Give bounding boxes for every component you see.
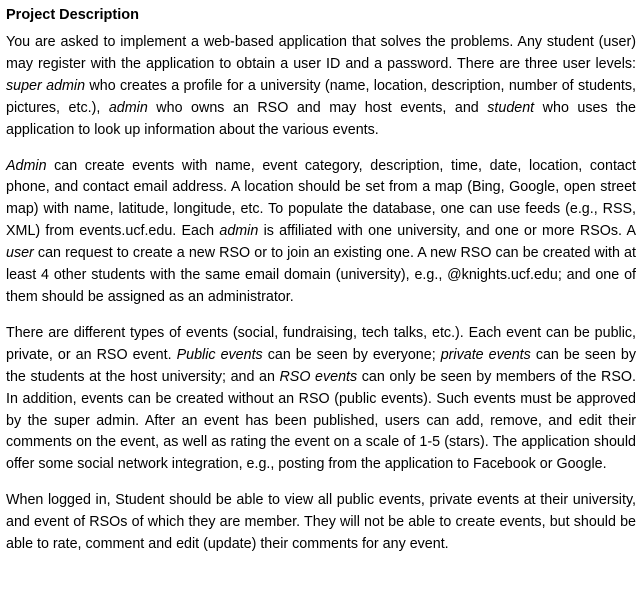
paragraph-student-login xyxy=(6,490,636,556)
text-run: who uses the application to look up information about the various events. xyxy=(6,99,636,138)
text-run: who creates a profile for a university (name, location, description, number of students, pictures, etc.), xyxy=(6,77,636,116)
text-run: who owns an RSO and may host events, and xyxy=(147,99,488,116)
text-run: can be seen by the students at the host university; and an xyxy=(6,346,636,385)
italic-term: Admin xyxy=(6,157,47,174)
text-run: can only be seen by members of the RSO. In addition, events can be created without an RSO (public events). Such events must be approved by the super admin. After an event has been published, users can add, remove, and edit their comments on the event, as well as rating the event on a scale of 1-5 (stars). The application should offer some social network integration, e.g., posting from the application to Facebook or Google. xyxy=(6,368,636,473)
paragraph-admin-events xyxy=(6,156,636,309)
document xyxy=(6,4,636,570)
text-run: can create events with name, event category, description, time, date, location, contact phone, and contact email address. A location should be set from a map (Bing, Google, open street map) with name, latitude, longitude, etc. To populate the database, one can use feeds (e.g., RSS, XML) from events.ucf.edu. Each xyxy=(6,157,636,240)
italic-term: student xyxy=(487,99,535,116)
text-run: There are different types of events (social, fundraising, tech talks, etc.). Each event can be public, private, or an RSO event. xyxy=(6,324,636,363)
italic-term: admin xyxy=(219,223,259,240)
text-run: can be seen by everyone; xyxy=(262,346,441,363)
italic-term: admin xyxy=(108,99,148,116)
text-run: When logged in, Student should be able to view all public events, private events at their university, and event of RSOs of which they are member. They will not be able to create events, but should be able to rate, comment and edit (update) their comments for any event. xyxy=(6,492,636,553)
text-run: can request to create a new RSO or to join an existing one. A new RSO can be created with at least 4 other students with the same email domain (university), e.g., @knights.ucf.edu; and one of them should be assigned as an administrator. xyxy=(6,245,636,305)
text-run: You are asked to implement a web-based application that solves the problems. Any student (user) may register with the application to obtain a user ID and a password. There are three user levels: xyxy=(6,34,636,72)
italic-term: super admin xyxy=(6,77,86,94)
text-run: is affiliated with one university, and one or more RSOs. A xyxy=(258,223,636,240)
italic-term: Public events xyxy=(176,346,263,363)
italic-term: RSO events xyxy=(279,368,358,385)
italic-term: user xyxy=(6,245,34,262)
italic-term: private events xyxy=(440,346,531,363)
paragraph-event-types xyxy=(6,323,636,476)
document-title: Project Description xyxy=(6,7,139,23)
paragraph-overview xyxy=(6,32,636,142)
